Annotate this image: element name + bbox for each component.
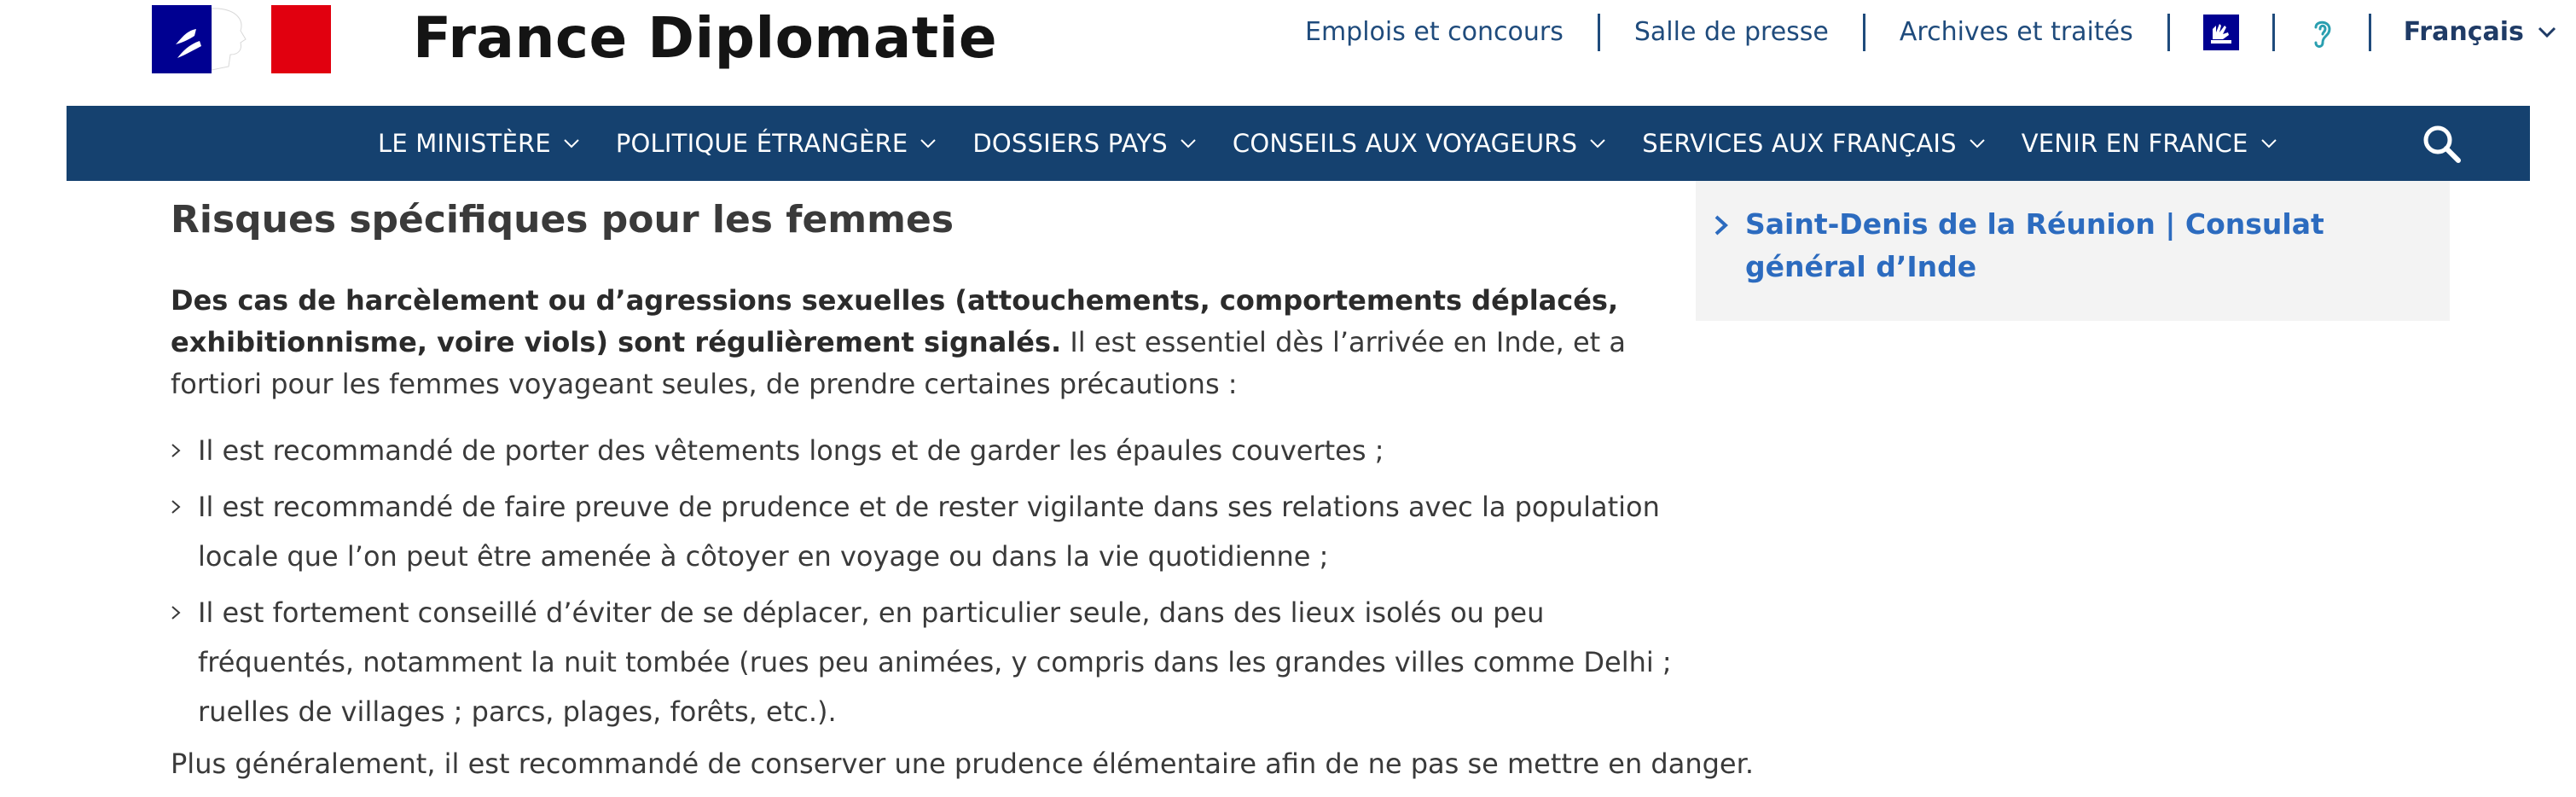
chevron-down-icon: [920, 138, 937, 148]
list-item: [171, 426, 1689, 475]
top-link-archives[interactable]: Archives et traités: [1863, 14, 2167, 51]
nav-item-label: VENIR EN FRANCE: [2021, 129, 2248, 158]
marianne-icon: [152, 5, 212, 73]
nav-item-label: CONSEILS AUX VOYAGEURS: [1232, 129, 1578, 158]
intro-paragraph: [171, 280, 1689, 405]
top-link-presse[interactable]: Salle de presse: [1598, 14, 1863, 51]
main-content: [171, 195, 1754, 785]
intro-rest: Il est essentiel dès l’arrivée en Inde, et a fortiori pour les femmes voyageant seules, de prendre certaines précautions :: [171, 326, 1626, 400]
chevron-down-icon: [1180, 138, 1197, 148]
precautions-list: [171, 426, 1689, 736]
nav-item-label: POLITIQUE ÉTRANGÈRE: [615, 129, 908, 158]
nav-item-label: DOSSIERS PAYS: [972, 129, 1168, 158]
language-label: Français: [2403, 17, 2524, 47]
republique-francaise-logo[interactable]: [152, 5, 331, 73]
section-heading: Risques spécifiques pour les femmes: [171, 198, 954, 241]
chevron-right-icon: [171, 499, 181, 515]
list-item-text: Il est recommandé de faire preuve de prudence et de rester vigilante dans ses relations avec la population locale que l’on peut être amenée à côtoyer en voyage ou dans la vie quotidienne ;: [198, 491, 1660, 573]
nav-item-services-francais[interactable]: [1642, 129, 1985, 158]
list-item-text: Il est recommandé de porter des vêtements longs et de garder les épaules couvertes ;: [198, 434, 1384, 467]
hearing-link[interactable]: [2272, 14, 2369, 51]
list-item: [171, 588, 1689, 736]
top-link-emplois[interactable]: Emplois et concours: [1305, 17, 1564, 47]
sign-language-icon: [2202, 14, 2240, 51]
search-icon[interactable]: [2421, 123, 2462, 164]
chevron-down-icon: [2538, 26, 2556, 38]
top-links: [1305, 12, 2556, 53]
chevron-down-icon: [563, 138, 580, 148]
chevron-down-icon: [1969, 138, 1986, 148]
nav-item-conseils-voyageurs[interactable]: [1233, 129, 1606, 158]
chevron-right-icon: [171, 443, 181, 458]
nav-item-label: SERVICES AUX FRANÇAIS: [1642, 129, 1957, 158]
sidebar-link-consulat[interactable]: Saint-Denis de la Réunion | Consulat général d’Inde: [1745, 207, 2324, 283]
language-selector[interactable]: [2369, 14, 2556, 51]
nav-item-dossiers-pays[interactable]: [972, 129, 1197, 158]
logo-white-band: [212, 5, 271, 73]
list-item-text: Il est fortement conseillé d’éviter de se déplacer, en particulier seule, dans des lieux isolés ou peu fréquentés, notamment la nuit tombée (rues peu animées, y compris dans les grandes villes comme Delhi ; ruelles de villages ; parcs, plages, forêts, etc.).: [198, 596, 1672, 728]
nav-item-venir-en-france[interactable]: [2022, 129, 2277, 158]
nav-item-politique-etrangere[interactable]: [616, 129, 937, 158]
site-title[interactable]: France Diplomatie: [413, 5, 998, 71]
intro-bold: Des cas de harcèlement ou d’agressions sexuelles (attouchements, comportements déplacés, exhibitionnisme, voire viols) sont régulièrement signalés.: [171, 284, 1619, 358]
nav-item-ministere[interactable]: [378, 129, 580, 158]
marianne-profile-icon: [212, 5, 271, 73]
sign-language-link[interactable]: [2167, 14, 2272, 51]
sidebar-panel: [1696, 181, 2450, 321]
nav-item-label: LE MINISTÈRE: [378, 129, 551, 158]
outro-paragraph: Plus généralement, il est recommandé de conserver une prudence élémentaire afin de ne pas se mettre en danger.: [171, 748, 1754, 780]
chevron-down-icon: [2260, 138, 2277, 148]
ear-icon: [2307, 14, 2336, 51]
main-navigation: [67, 106, 2530, 181]
chevron-right-icon: [171, 605, 181, 620]
logo-blue-band: [152, 5, 212, 73]
chevron-right-icon: [1713, 213, 1730, 237]
logo-red-band: [271, 5, 331, 73]
chevron-down-icon: [1589, 138, 1606, 148]
list-item: [171, 482, 1689, 581]
